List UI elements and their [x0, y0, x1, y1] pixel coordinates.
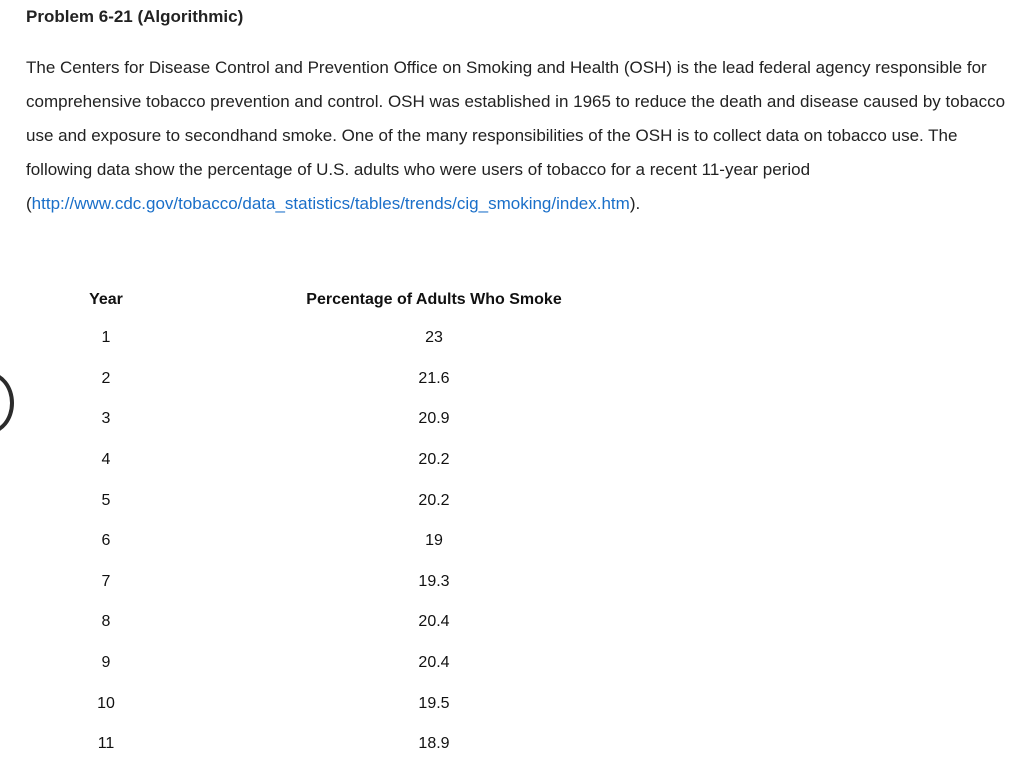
column-spacer [156, 440, 264, 481]
table-header-row [56, 282, 604, 318]
link-open-paren: ( [26, 194, 32, 213]
column-spacer [156, 318, 264, 359]
cdc-source-link[interactable]: http://www.cdc.gov/tobacco/data_statistics/tables/trends/cig_smoking/index.htm [31, 194, 630, 213]
year-cell: 1 [101, 329, 111, 347]
percentage-cell: 19.3 [418, 572, 450, 590]
year-cell: 7 [101, 572, 111, 590]
problem-title: Problem 6-21 (Algorithmic) [26, 7, 244, 26]
smoking-data-table [56, 282, 604, 765]
table-body [56, 318, 604, 765]
table-row [56, 318, 604, 359]
percentage-cell: 18.9 [418, 735, 450, 753]
percentage-cell: 23 [425, 329, 443, 347]
year-cell: 8 [101, 613, 111, 631]
table-row [56, 480, 604, 521]
percentage-cell: 19 [425, 532, 443, 550]
column-spacer [156, 480, 264, 521]
column-spacer [156, 683, 264, 724]
table-row [56, 602, 604, 643]
year-column-header: Year [89, 291, 123, 308]
table-row [56, 683, 604, 724]
percentage-cell: 20.4 [418, 654, 450, 672]
percentage-cell: 19.5 [418, 694, 450, 712]
column-spacer [156, 724, 264, 765]
column-spacer [156, 359, 264, 400]
percentage-cell: 20.9 [418, 410, 450, 428]
year-cell: 4 [101, 451, 111, 469]
circle-indicator-icon [0, 372, 14, 434]
table-row [56, 359, 604, 400]
percentage-cell: 20.4 [418, 613, 450, 631]
percentage-cell: 20.2 [418, 451, 450, 469]
year-cell: 3 [101, 410, 111, 428]
problem-description [26, 51, 1011, 221]
table-row [56, 562, 604, 603]
problem-paragraph: The Centers for Disease Control and Prevention Office on Smoking and Health (OSH) is the lead federal agency responsible for comprehensive tobacco prevention and control. OSH was established in 1965 to reduce the death and disease caused by tobacco use and exposure to secondhand smoke. One of the many responsibilities of the OSH is to collect data on tobacco use. The following data show the percentage of U.S. adults who were users of tobacco for a recent 11-year period [26, 58, 1006, 179]
link-close-paren: ). [629, 194, 641, 213]
table-row [56, 399, 604, 440]
column-spacer [156, 399, 264, 440]
table-row [56, 440, 604, 481]
table-row [56, 724, 604, 765]
column-spacer [156, 562, 264, 603]
percentage-cell: 21.6 [418, 369, 450, 387]
percentage-column-header: Percentage of Adults Who Smoke [306, 291, 562, 308]
table-row [56, 643, 604, 684]
year-cell: 5 [101, 491, 111, 509]
column-spacer [156, 602, 264, 643]
column-spacer [156, 521, 264, 562]
year-cell: 2 [101, 369, 111, 387]
column-spacer [156, 282, 264, 318]
table-row [56, 521, 604, 562]
year-cell: 9 [101, 654, 111, 672]
year-cell: 10 [97, 694, 115, 712]
year-cell: 11 [97, 735, 115, 753]
problem-page [26, 0, 1011, 753]
column-spacer [156, 643, 264, 684]
percentage-cell: 20.2 [418, 491, 450, 509]
year-cell: 6 [101, 532, 111, 550]
